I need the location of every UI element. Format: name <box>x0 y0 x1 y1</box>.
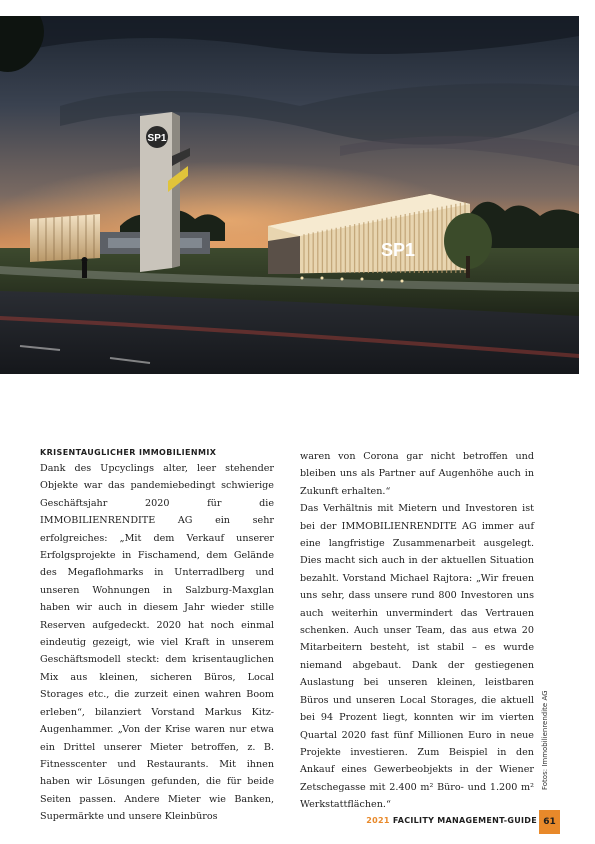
section-heading: KRISENTAUGLICHER IMMOBILIENMIX <box>40 448 217 457</box>
article-column-right <box>300 448 534 814</box>
hero-image <box>0 16 579 374</box>
page-number: 61 <box>539 810 560 834</box>
article-paragraph: Das Verhältnis mit Mietern und Investoren ist bei der IMMOBILIENRENDITE AG immer auf eine langfristige Zusammenarbeit ausgelegt. Dies macht sich auch in der aktuellen Situation bezahlt. Vorstand Michael Rajtora: „Wir freuen uns sehr, dass unsere rund 800 Investoren uns auch weiterhin unvermindert das Vertrauen schenken. Auch unser Team, das aus etwa 20 Mitarbeitern besteht, ist stabil – es wurde niemand abgebaut. Dank der gestiegenen Auslastung bei unseren kleinen, leistbaren Büros und unseren Local Storages, die aktuell bei 94 Prozent liegt, konnten wir im vierten Quartal 2020 fast fünf Millionen Euro in neue Projekte investieren. Zum Beispiel in den Ankauf eines Gewerbeobjekts in der Wiener Zetschegasse mit 2.400 m² Büro- und 1.200 m² Werkstattflächen.“ <box>300 503 534 811</box>
article-column-left <box>40 446 274 826</box>
footer-year: 2021 <box>366 816 390 825</box>
page-footer <box>0 810 595 834</box>
article-paragraph: waren von Corona gar nicht betroffen und bleiben uns als Partner auf Augenhöhe auch in Zukunft erhalten.“ <box>300 451 534 497</box>
building-logo: SP1 <box>380 240 416 260</box>
footer-publication <box>366 816 537 825</box>
pylon-logo: SP1 <box>147 133 167 144</box>
photo-credit: Fotos: Immobilienrendite AG <box>541 690 549 790</box>
footer-title: FACILITY MANAGEMENT-GUIDE <box>392 816 537 825</box>
article-paragraph: Dank des Upcyclings alter, leer stehender Objekte war das pandemiebedingt schwierige Geschäftsjahr 2020 für die IMMOBILIENRENDITE AG ein sehr erfolgreiches: „Mit dem Verkauf unserer Erfolgsprojekte in Fischamend, dem Gelände des Megaflohmarks in Unterradlberg und unseren Wohnungen in Salzburg-Maxglan haben wir auch in diesem Jahr wieder stille Reserven aufgedeckt. 2020 hat noch einmal eindeutig gezeigt, wie viel Kraft in unserem Geschäftsmodell steckt: dem krisentauglichen Mix aus kleinen, sicheren Büros, Local Storages etc., die zurzeit einen wahren Boom erleben“, bilanziert Vorstand Markus Kitz-Augenhammer. „Von der Krise waren nur etwa ein Drittel unserer Mieter betroffen, z. B. Fitnesscenter und Restaurants. Mit ihnen haben wir Lösungen gefunden, die für beide Seiten passen. Andere Mieter wie Banken, Supermärkte und unsere Kleinbüros <box>40 463 274 823</box>
